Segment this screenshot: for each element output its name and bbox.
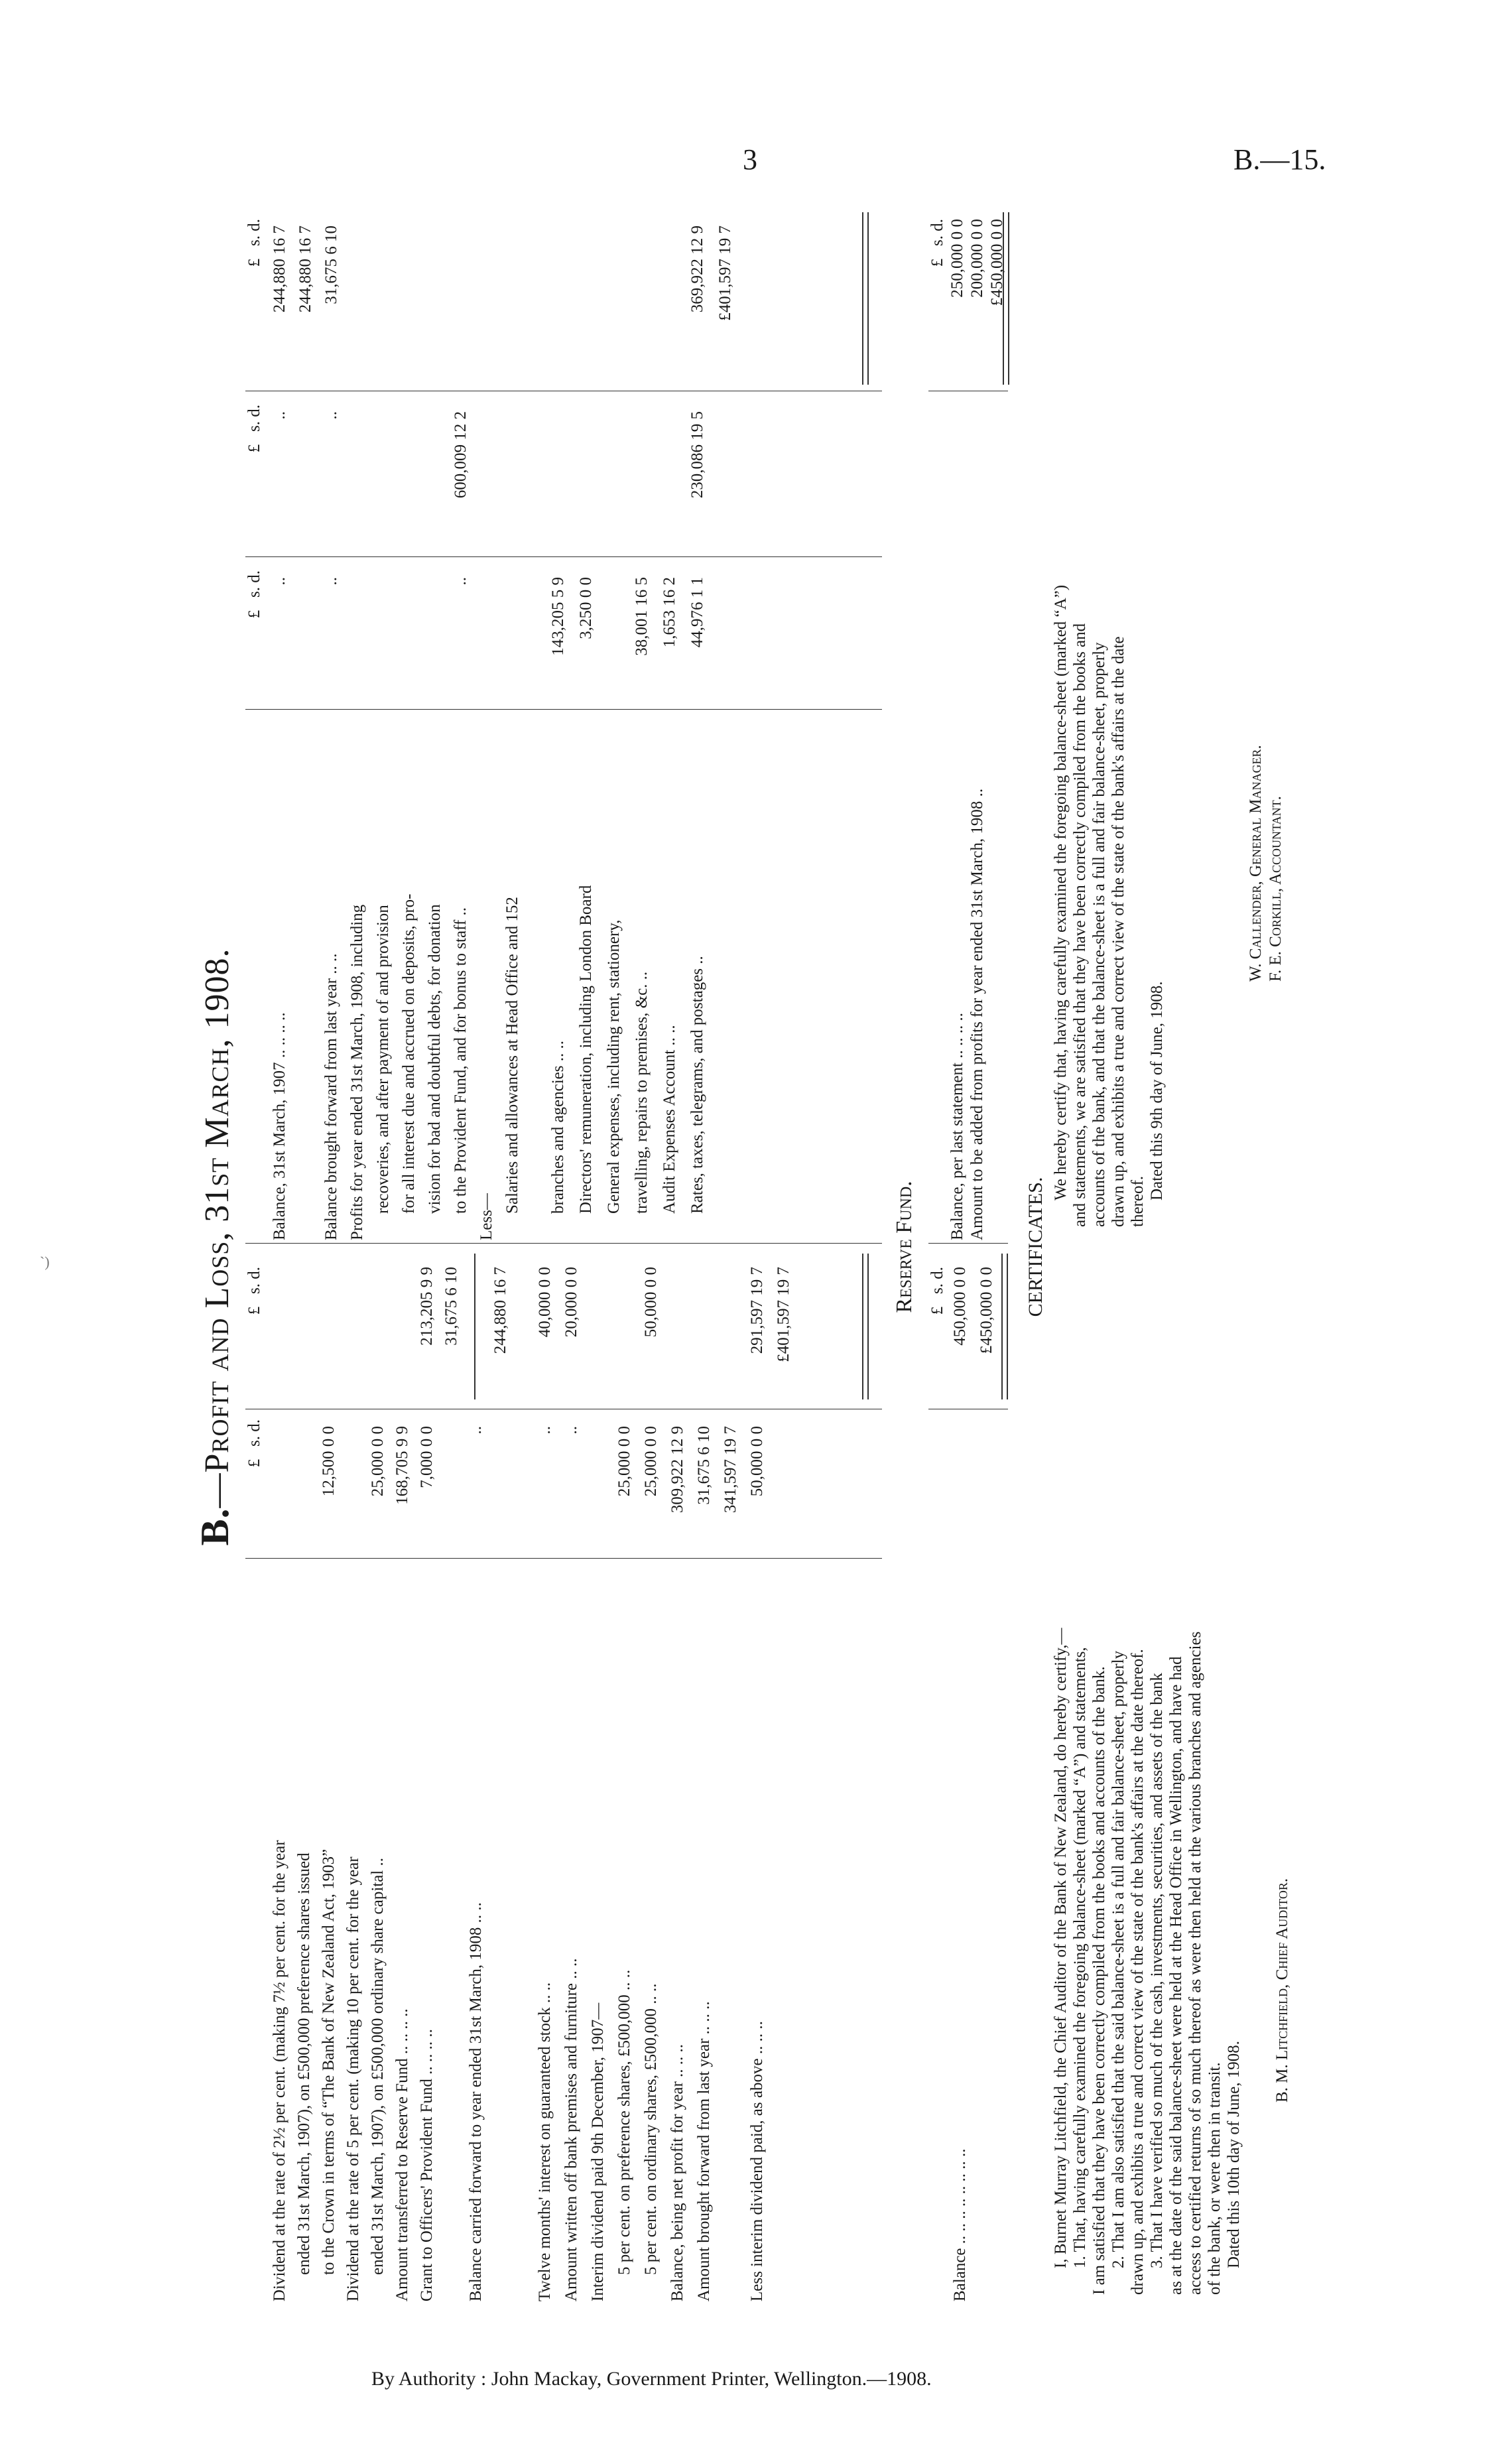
- debit-item-total: 213,205 9 9: [418, 1267, 436, 1346]
- shilling-sign: s.: [928, 235, 946, 246]
- auditor-certificate-line: as at the date of the said balance-sheet were held at the Head Office in Wellington, and have had: [1167, 1656, 1185, 2295]
- manager-signature: W. Callender, General Manager.: [1247, 745, 1265, 982]
- double-rule: [1003, 212, 1009, 385]
- debit-item-text: ended 31st March, 1907), on £500,000 preference shares issued: [295, 1852, 313, 2275]
- pence-sign: d.: [245, 1419, 263, 1432]
- debit-item-text: Balance carried forward to year ended 31st March, 1908 .. ..: [467, 1902, 485, 2301]
- credit-item-amount: 44,976 1 1: [688, 577, 706, 648]
- auditor-signature: B. M. Litchfield, Chief Auditor.: [1273, 1878, 1291, 2103]
- credit-item-text: travelling, repairs to premises, &c. ..: [633, 971, 651, 1214]
- debit-item-amount: ..: [467, 1426, 485, 1435]
- reserve-fund-title: Reserve Fund.: [892, 1181, 916, 1313]
- credit-item-amount: 1,653 16 2: [661, 577, 678, 648]
- pence-sign: d.: [245, 405, 263, 417]
- debit-item-text: Grant to Officers' Provident Fund .. .. .. ..: [418, 2029, 436, 2301]
- officers-certificate-line: and statements, we are satisfied that they have been correctly compiled from the books and: [1071, 623, 1089, 1227]
- statement-title-text: —Profit and Loss, 31st March, 1908.: [198, 948, 236, 1508]
- page-header: [0, 143, 1512, 189]
- shilling-sign: s.: [245, 1283, 263, 1294]
- credit-item-text: Balance brought forward from last year .. ..: [322, 953, 340, 1240]
- pence-sign: d.: [928, 219, 946, 231]
- debit-item-text: 5 per cent. on ordinary shares, £500,000 .. ..: [642, 1983, 660, 2275]
- reserve-fund-credit-side: [928, 192, 1008, 1240]
- statement-title-prefix: B.: [193, 1508, 237, 1546]
- officers-certificate-line: accounts of the bank, and that the balance-sheet is a full and fair balance-sheet, properly: [1090, 642, 1108, 1227]
- double-rule: [862, 212, 869, 385]
- auditor-certificate-line: 2. That I am also satisfied that the said balance-sheet is a full and fair balance-sheet, properly: [1109, 1650, 1127, 2268]
- credit-item-amount: 38,001 16 5: [633, 577, 651, 656]
- credit-item-total: 369,922 12 9: [688, 226, 706, 313]
- auditor-certificate-line: Dated this 10th day of June, 1908.: [1225, 2040, 1243, 2268]
- officers-certificate-line: We hereby certify that, having carefully examined the foregoing balance-sheet (marked “A”): [1052, 584, 1070, 1200]
- officers-certificate-line: Dated this 9th day of June, 1908.: [1148, 981, 1166, 1200]
- debit-item-text: Amount transferred to Reserve Fund .. .. .. ..: [393, 2008, 411, 2301]
- reserve-fund-account: [928, 192, 1008, 2301]
- credit-item-text: Profits for year ended 31st March, 1908, including: [348, 904, 366, 1240]
- auditor-certificate-line: I am satisfied that they have been correctly compiled from the books and accounts of the bank.: [1090, 1666, 1108, 2295]
- page-number: 3: [743, 143, 757, 176]
- reserve-credit-text: Amount to be added from profits for year ended 31st March, 1908 ..: [968, 788, 986, 1240]
- debit-item-amount: 31,675 6 10: [695, 1426, 713, 1505]
- profit-loss-account: [245, 192, 882, 2301]
- credit-item-total: 244,880 16 7: [271, 226, 288, 313]
- document-reference: B.—15.: [1233, 143, 1326, 176]
- debit-item-total: 20,000 0 0: [562, 1267, 580, 1338]
- pound-sign: £: [928, 258, 946, 267]
- profit-loss-debit-side: [245, 1247, 882, 2301]
- credit-item-amount: ..: [452, 577, 470, 586]
- credit-item-total: 31,675 6 10: [322, 226, 340, 304]
- credit-item-text: branches and agencies .. ..: [549, 1041, 567, 1214]
- reserve-debit-amount: 450,000 0 0: [951, 1267, 969, 1346]
- rotated-statement: [186, 192, 1340, 2301]
- pound-sign: £: [245, 444, 263, 453]
- debit-item-amount: 50,000 0 0: [748, 1426, 766, 1497]
- credit-item-text: Rates, taxes, telegrams, and postages ..: [688, 956, 706, 1214]
- reserve-debit-amount: £450,000 0 0: [977, 1267, 995, 1354]
- pence-sign: d.: [245, 570, 263, 583]
- credit-item-text: for all interest due and accrued on deposits, pro-: [400, 893, 418, 1214]
- credit-item-subtotal: ..: [271, 411, 288, 420]
- credit-item-text: Directors' remuneration, including London Board: [577, 885, 595, 1214]
- pence-sign: d.: [245, 1267, 263, 1279]
- credit-item-text: Salaries and allowances at Head Office and 152: [503, 897, 521, 1214]
- debit-item-amount: 25,000 0 0: [642, 1426, 660, 1497]
- debit-item-total: 40,000 0 0: [536, 1267, 554, 1338]
- debit-item-amount: 12,500 0 0: [320, 1426, 338, 1497]
- reserve-credit-text: Balance, per last statement .. .. .. ..: [948, 1013, 966, 1240]
- printer-imprint: By Authority : John Mackay, Government Printer, Wellington.—1908.: [371, 2368, 932, 2390]
- debit-item-text: to the Crown in terms of “The Bank of New Zealand Act, 1903”: [320, 1848, 338, 2275]
- currency-header: [245, 219, 264, 318]
- column-rule: [245, 556, 882, 557]
- debit-item-text: Interim dividend paid 9th December, 1907—: [589, 2002, 607, 2301]
- auditor-certificate-line: of the bank, or were then in transit.: [1206, 2062, 1224, 2295]
- credit-item-amount: 143,205 5 9: [549, 577, 567, 656]
- officers-certificate-line: drawn up, and exhibits a true and correct view of the state of the bank's affairs at the date: [1109, 636, 1127, 1227]
- credit-item-text: Balance, 31st March, 1907 .. .. .. ..: [271, 1012, 288, 1240]
- debit-item-text: Amount written off bank premises and furniture .. ..: [562, 1958, 580, 2301]
- credit-item-text: recoveries, and after payment of and provision: [374, 905, 392, 1214]
- debit-item-total: 291,597 19 7: [748, 1267, 766, 1354]
- debit-item-amount: 341,597 19 7: [722, 1426, 739, 1514]
- debit-item-text: Dividend at the rate of 5 per cent. (making 10 per cent. for the year: [344, 1856, 362, 2301]
- debit-item-amount: 7,000 0 0: [418, 1426, 436, 1488]
- shilling-sign: s.: [245, 421, 263, 432]
- debit-item-text: Balance, being net profit for year .. .. ..: [668, 2043, 686, 2301]
- margin-mark: `): [40, 1254, 50, 1270]
- credit-item-subtotal: 600,009 12 2: [452, 411, 470, 499]
- center-rule: [245, 1243, 882, 1244]
- shilling-sign: s.: [245, 1436, 263, 1447]
- currency-header: [928, 1267, 947, 1366]
- reserve-credit-amount: 250,000 0 0: [948, 219, 966, 298]
- credit-item-amount: 3,250 0 0: [577, 577, 595, 639]
- debit-item-total: 244,880 16 7: [491, 1267, 509, 1354]
- shilling-sign: s.: [245, 587, 263, 598]
- debit-item-total: £401,597 19 7: [775, 1267, 792, 1362]
- pound-sign: £: [245, 1306, 263, 1315]
- auditor-certificate-line: 3. That I have verified so much of the cash, investments, securities, and assets of the bank: [1148, 1673, 1166, 2268]
- debit-item-text: ended 31st March, 1907), on £500,000 ordinary share capital ..: [369, 1857, 387, 2275]
- credit-item-subtotal: ..: [322, 411, 340, 420]
- debit-item-total: 50,000 0 0: [642, 1267, 660, 1338]
- credit-item-amount: ..: [322, 577, 340, 586]
- reserve-fund-debit-side: [928, 1247, 1008, 2301]
- credit-item-amount: ..: [271, 577, 288, 586]
- currency-header: [245, 1267, 264, 1366]
- debit-item-amount: ..: [562, 1426, 580, 1435]
- statement-title: [192, 192, 238, 2301]
- pound-sign: £: [245, 258, 263, 267]
- auditor-certificate-line: I, Burnet Murray Litchfield, the Chief Auditor of the Bank of New Zealand, do hereby certify,—: [1052, 1628, 1070, 2268]
- pence-sign: d.: [928, 1267, 946, 1279]
- profit-loss-credit-side: [245, 192, 882, 1240]
- debit-item-amount: 25,000 0 0: [615, 1426, 633, 1497]
- double-rule: [1001, 1254, 1008, 1399]
- pound-sign: £: [245, 1458, 263, 1468]
- pound-sign: £: [245, 610, 263, 619]
- debit-item-text: Less interim dividend paid, as above .. .. ..: [748, 2021, 766, 2301]
- pence-sign: d.: [245, 219, 263, 231]
- accountant-signature: F. E. Corkill, Accountant.: [1267, 796, 1285, 982]
- currency-header: [245, 405, 264, 504]
- credit-item-total: £401,597 19 7: [716, 226, 734, 321]
- debit-item-amount: 309,922 12 9: [668, 1426, 686, 1514]
- center-rule: [928, 1243, 1008, 1244]
- shilling-sign: s.: [245, 235, 263, 246]
- debit-item-text: 5 per cent. on preference shares, £500,000 .. ..: [615, 1969, 633, 2275]
- debit-item-amount: 168,705 9 9: [393, 1426, 411, 1505]
- certificates-title: CERTIFICATES.: [1025, 1177, 1046, 1317]
- currency-header: [928, 219, 947, 318]
- total-rule: [474, 1254, 475, 1399]
- debit-item-amount: 25,000 0 0: [369, 1426, 387, 1497]
- credit-item-text: Audit Expenses Account .. ..: [661, 1025, 678, 1214]
- credit-item-total: 244,880 16 7: [296, 226, 314, 313]
- debit-item-text: Dividend at the rate of 2½ per cent. (making 7½ per cent. for the year: [271, 1840, 288, 2301]
- credit-item-text: General expenses, including rent, stationery,: [605, 919, 623, 1214]
- credit-item-subtotal: 230,086 19 5: [688, 411, 706, 499]
- double-rule: [862, 1254, 869, 1399]
- auditor-certificate-line: access to certified returns of so much thereof as were then held at the various branches and agencies: [1186, 1631, 1204, 2295]
- credit-item-text: Less—: [477, 1193, 495, 1240]
- auditor-certificate-line: drawn up, and exhibits a true and correct view of the state of the bank's affairs at the date thereof.: [1129, 1649, 1147, 2295]
- officers-certificate-line: thereof.: [1129, 1175, 1147, 1227]
- credit-item-text: to the Provident Fund, and for bonus to staff ..: [452, 907, 470, 1214]
- credit-item-text: vision for bad and doubtful debts, for donation: [426, 904, 444, 1214]
- debit-item-text: Amount brought forward from last year .. .. ..: [695, 2001, 713, 2301]
- debit-item-amount: ..: [536, 1426, 554, 1435]
- auditor-certificate-line: 1. That, having carefully examined the foregoing balance-sheet (marked “A”) and statements,: [1071, 1647, 1089, 2268]
- debit-item-total: 31,675 6 10: [442, 1267, 460, 1346]
- debit-item-text: Twelve months' interest on guaranteed stock .. ..: [536, 1982, 554, 2301]
- pound-sign: £: [928, 1306, 946, 1315]
- currency-header: [245, 570, 264, 670]
- reserve-credit-amount: £450,000 0 0: [988, 219, 1006, 306]
- currency-header: [245, 1419, 264, 1519]
- reserve-debit-text: Balance .. .. .. .. .. .. .. ..: [951, 2148, 969, 2301]
- shilling-sign: s.: [928, 1283, 946, 1294]
- reserve-credit-amount: 200,000 0 0: [968, 219, 986, 298]
